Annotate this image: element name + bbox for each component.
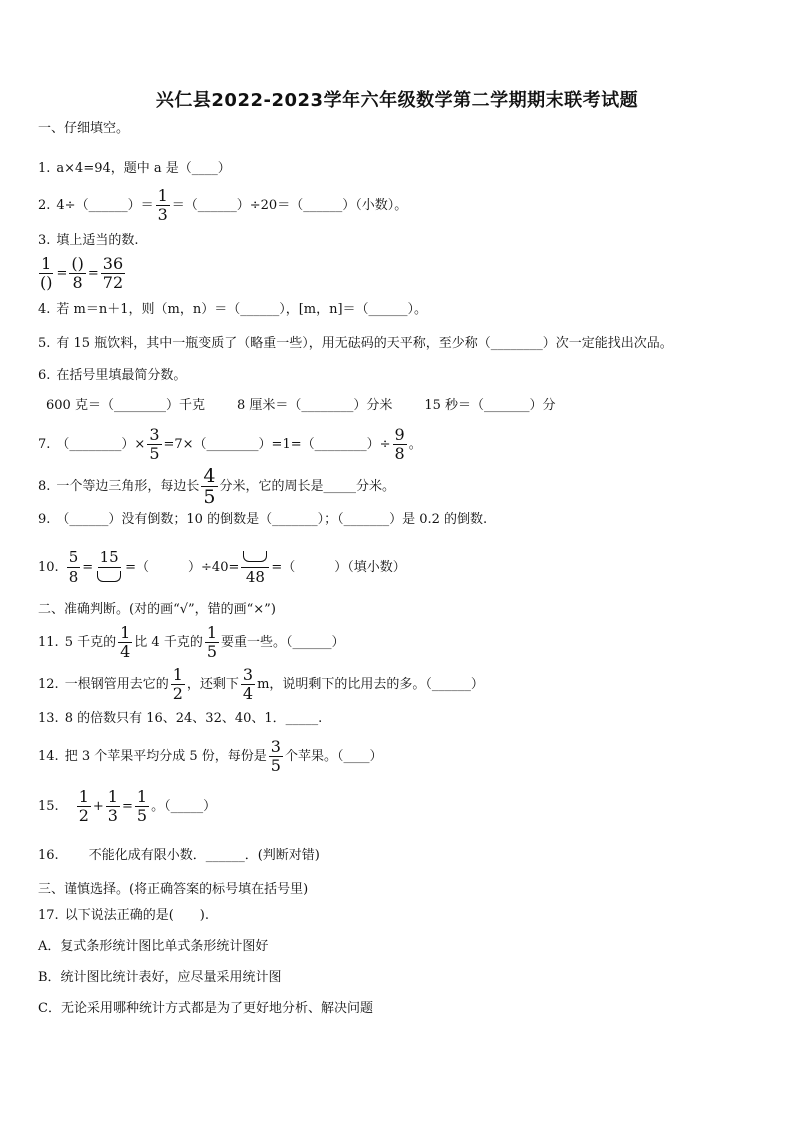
question-text-pre: 一个等边三角形，每边长	[56, 479, 200, 494]
fraction	[118, 624, 132, 661]
question-text-post: m，说明剩下的比用去的多。（______）	[257, 677, 484, 692]
numerator: 36	[102, 254, 124, 273]
equals-sign: =	[121, 799, 133, 814]
fraction	[171, 666, 185, 703]
question-number: 8.	[38, 479, 51, 494]
question-text-mid: =7×（________）=1=（________）÷	[163, 437, 391, 452]
question-7	[38, 426, 422, 463]
question-15	[38, 788, 216, 825]
question-text-post: 。	[408, 437, 422, 452]
conversion-item-b: 8 厘米＝（________）分米	[236, 398, 393, 413]
denominator: 8	[68, 568, 79, 586]
numerator: 1	[107, 787, 118, 806]
fraction	[135, 788, 149, 825]
question-1	[38, 161, 231, 177]
fraction	[241, 666, 255, 703]
denominator: ()	[40, 273, 53, 292]
numerator: 3	[149, 425, 160, 444]
question-3-equation	[36, 255, 127, 292]
question-text: 在括号里填最简分数。	[56, 368, 187, 383]
question-text-pre: 一根钢管用去它的	[64, 677, 169, 692]
denominator: 2	[78, 806, 89, 825]
question-text: 8 的倍数只有 16、24、32、40、1．_____.	[64, 711, 323, 726]
question-12	[38, 666, 484, 703]
question-number: 2.	[38, 198, 51, 213]
question-text-post: 要重一些。（______）	[221, 635, 345, 650]
question-number: 6.	[38, 368, 51, 383]
question-text: 填上适当的数.	[56, 233, 139, 248]
question-text-mid: =（ ）÷40=	[125, 560, 240, 575]
question-8	[38, 466, 395, 507]
question-3	[38, 233, 139, 249]
question-text-post: 分米，它的周长是_____分米。	[219, 479, 396, 494]
numerator: 1	[206, 623, 218, 642]
conversion-item-c: 15 秒＝（_______）分	[424, 398, 556, 413]
numerator: 1	[120, 623, 131, 642]
fraction	[241, 548, 269, 587]
question-number: 3.	[38, 233, 51, 248]
question-16	[38, 848, 320, 864]
numerator: 15	[99, 548, 119, 566]
option-b: B．统计图比统计表好，应尽量采用统计图	[38, 970, 282, 985]
question-text-post: 。（_____）	[151, 799, 217, 814]
denominator: 72	[102, 273, 124, 292]
question-text: 若 m＝n＋1，则（m，n）＝（______），[m，n]＝（______）。	[56, 302, 428, 317]
fraction	[77, 788, 91, 825]
denominator: 8	[394, 444, 405, 463]
question-text-mid: 比 4 千克的	[134, 635, 203, 650]
question-text: 以下说法正确的是( ).	[64, 908, 209, 923]
option-a: A．复式条形统计图比单式条形统计图好	[38, 939, 269, 954]
question-6	[38, 368, 186, 384]
denominator: 4	[120, 642, 131, 661]
question-2	[38, 187, 407, 224]
fraction	[38, 255, 54, 292]
fraction	[69, 255, 85, 292]
section-heading-1: 一、仔细填空。	[38, 121, 130, 136]
question-number: 16.	[38, 848, 59, 863]
question-number: 5.	[38, 336, 51, 351]
numerator: 3	[242, 665, 254, 684]
fraction	[95, 548, 123, 587]
numerator: 5	[68, 548, 79, 566]
question-text-post: ＝（______）÷20＝（______）（小数）。	[171, 198, 408, 213]
question-text-pre: 5 千克的	[64, 635, 117, 650]
fraction	[393, 426, 407, 463]
question-text-post: =（ ）（填小数）	[271, 560, 406, 575]
question-text: a×4=94，题中 a 是（____）	[56, 161, 231, 176]
question-number: 1.	[38, 161, 51, 176]
denominator-blank	[95, 568, 123, 587]
denominator: 2	[172, 684, 183, 703]
denominator: 8	[72, 273, 83, 292]
denominator: 3	[107, 806, 118, 825]
question-number: 13.	[38, 711, 59, 726]
numerator: 1	[136, 787, 148, 806]
fraction	[269, 738, 283, 775]
question-number: 7.	[38, 437, 51, 452]
fraction	[106, 788, 120, 825]
question-13	[38, 711, 322, 727]
option-c: C．无论采用哪种统计方式都是为了更好地分析、解决问题	[38, 1001, 373, 1016]
question-10	[38, 548, 406, 587]
fraction	[147, 426, 161, 463]
numerator: 9	[394, 425, 405, 444]
question-number: 11.	[38, 635, 59, 650]
question-17	[38, 908, 209, 924]
numerator-blank	[241, 548, 269, 568]
question-text-post: 个苹果。（____）	[284, 749, 383, 764]
equals-sign: =	[82, 560, 94, 575]
question-5	[38, 336, 673, 352]
question-number: 9.	[38, 512, 51, 527]
numerator: 3	[270, 737, 281, 756]
denominator: 5	[136, 806, 148, 825]
denominator: 4	[242, 684, 254, 703]
question-text-mid: ，还剩下	[186, 677, 239, 692]
page-title: 兴仁县2022-2023学年六年级数学第二学期期末联考试题	[155, 90, 639, 111]
equals-sign: =	[87, 266, 99, 281]
blank-box	[243, 551, 267, 562]
question-number: 4.	[38, 302, 51, 317]
numerator: 1	[41, 254, 52, 273]
denominator: 5	[203, 486, 216, 508]
question-text-pre: （________）×	[56, 437, 146, 452]
equals-sign: =	[56, 266, 68, 281]
question-number: 10.	[38, 560, 59, 575]
numerator: 4	[203, 465, 216, 487]
question-14	[38, 738, 382, 775]
question-text: （______）没有倒数；10 的倒数是（_______）；（_______）是 0.2 的倒数.	[56, 512, 488, 527]
numerator: ()	[71, 254, 84, 273]
conversion-item-a: 600 克＝（________）千克	[46, 398, 205, 413]
fraction	[205, 624, 219, 661]
question-number: 12.	[38, 677, 59, 692]
question-number: 14.	[38, 749, 59, 764]
numerator: 1	[78, 787, 89, 806]
denominator: 5	[149, 444, 160, 463]
question-6-items	[46, 398, 556, 414]
plus-sign: +	[92, 799, 104, 814]
question-11	[38, 624, 345, 661]
fraction	[156, 187, 170, 224]
denominator: 5	[206, 642, 218, 661]
question-number: 15.	[38, 799, 59, 814]
denominator: 48	[245, 568, 265, 586]
question-number: 17.	[38, 908, 59, 923]
question-9	[38, 512, 487, 528]
question-text-pre: 4÷（______）＝	[56, 198, 154, 213]
numerator: 1	[172, 665, 183, 684]
question-4	[38, 302, 427, 318]
question-text-pre: 把 3 个苹果平均分成 5 份，每份是	[64, 749, 267, 764]
denominator: 5	[270, 756, 281, 775]
fraction	[67, 548, 81, 587]
fraction	[101, 255, 125, 292]
fraction	[201, 466, 217, 507]
question-text: 不能化成有限小数．______．(判断对错)	[88, 848, 320, 863]
section-heading-2: 二、准确判断。(对的画“√”，错的画“×”)	[38, 602, 276, 617]
section-heading-3: 三、谨慎选择。(将正确答案的标号填在括号里)	[38, 882, 309, 897]
blank-box	[97, 571, 121, 582]
question-text: 有 15 瓶饮料，其中一瓶变质了（略重一些），用无砝码的天平称，至少称（________）次一定能找出次品。	[56, 336, 673, 351]
denominator: 3	[157, 205, 168, 224]
numerator: 1	[157, 186, 168, 205]
